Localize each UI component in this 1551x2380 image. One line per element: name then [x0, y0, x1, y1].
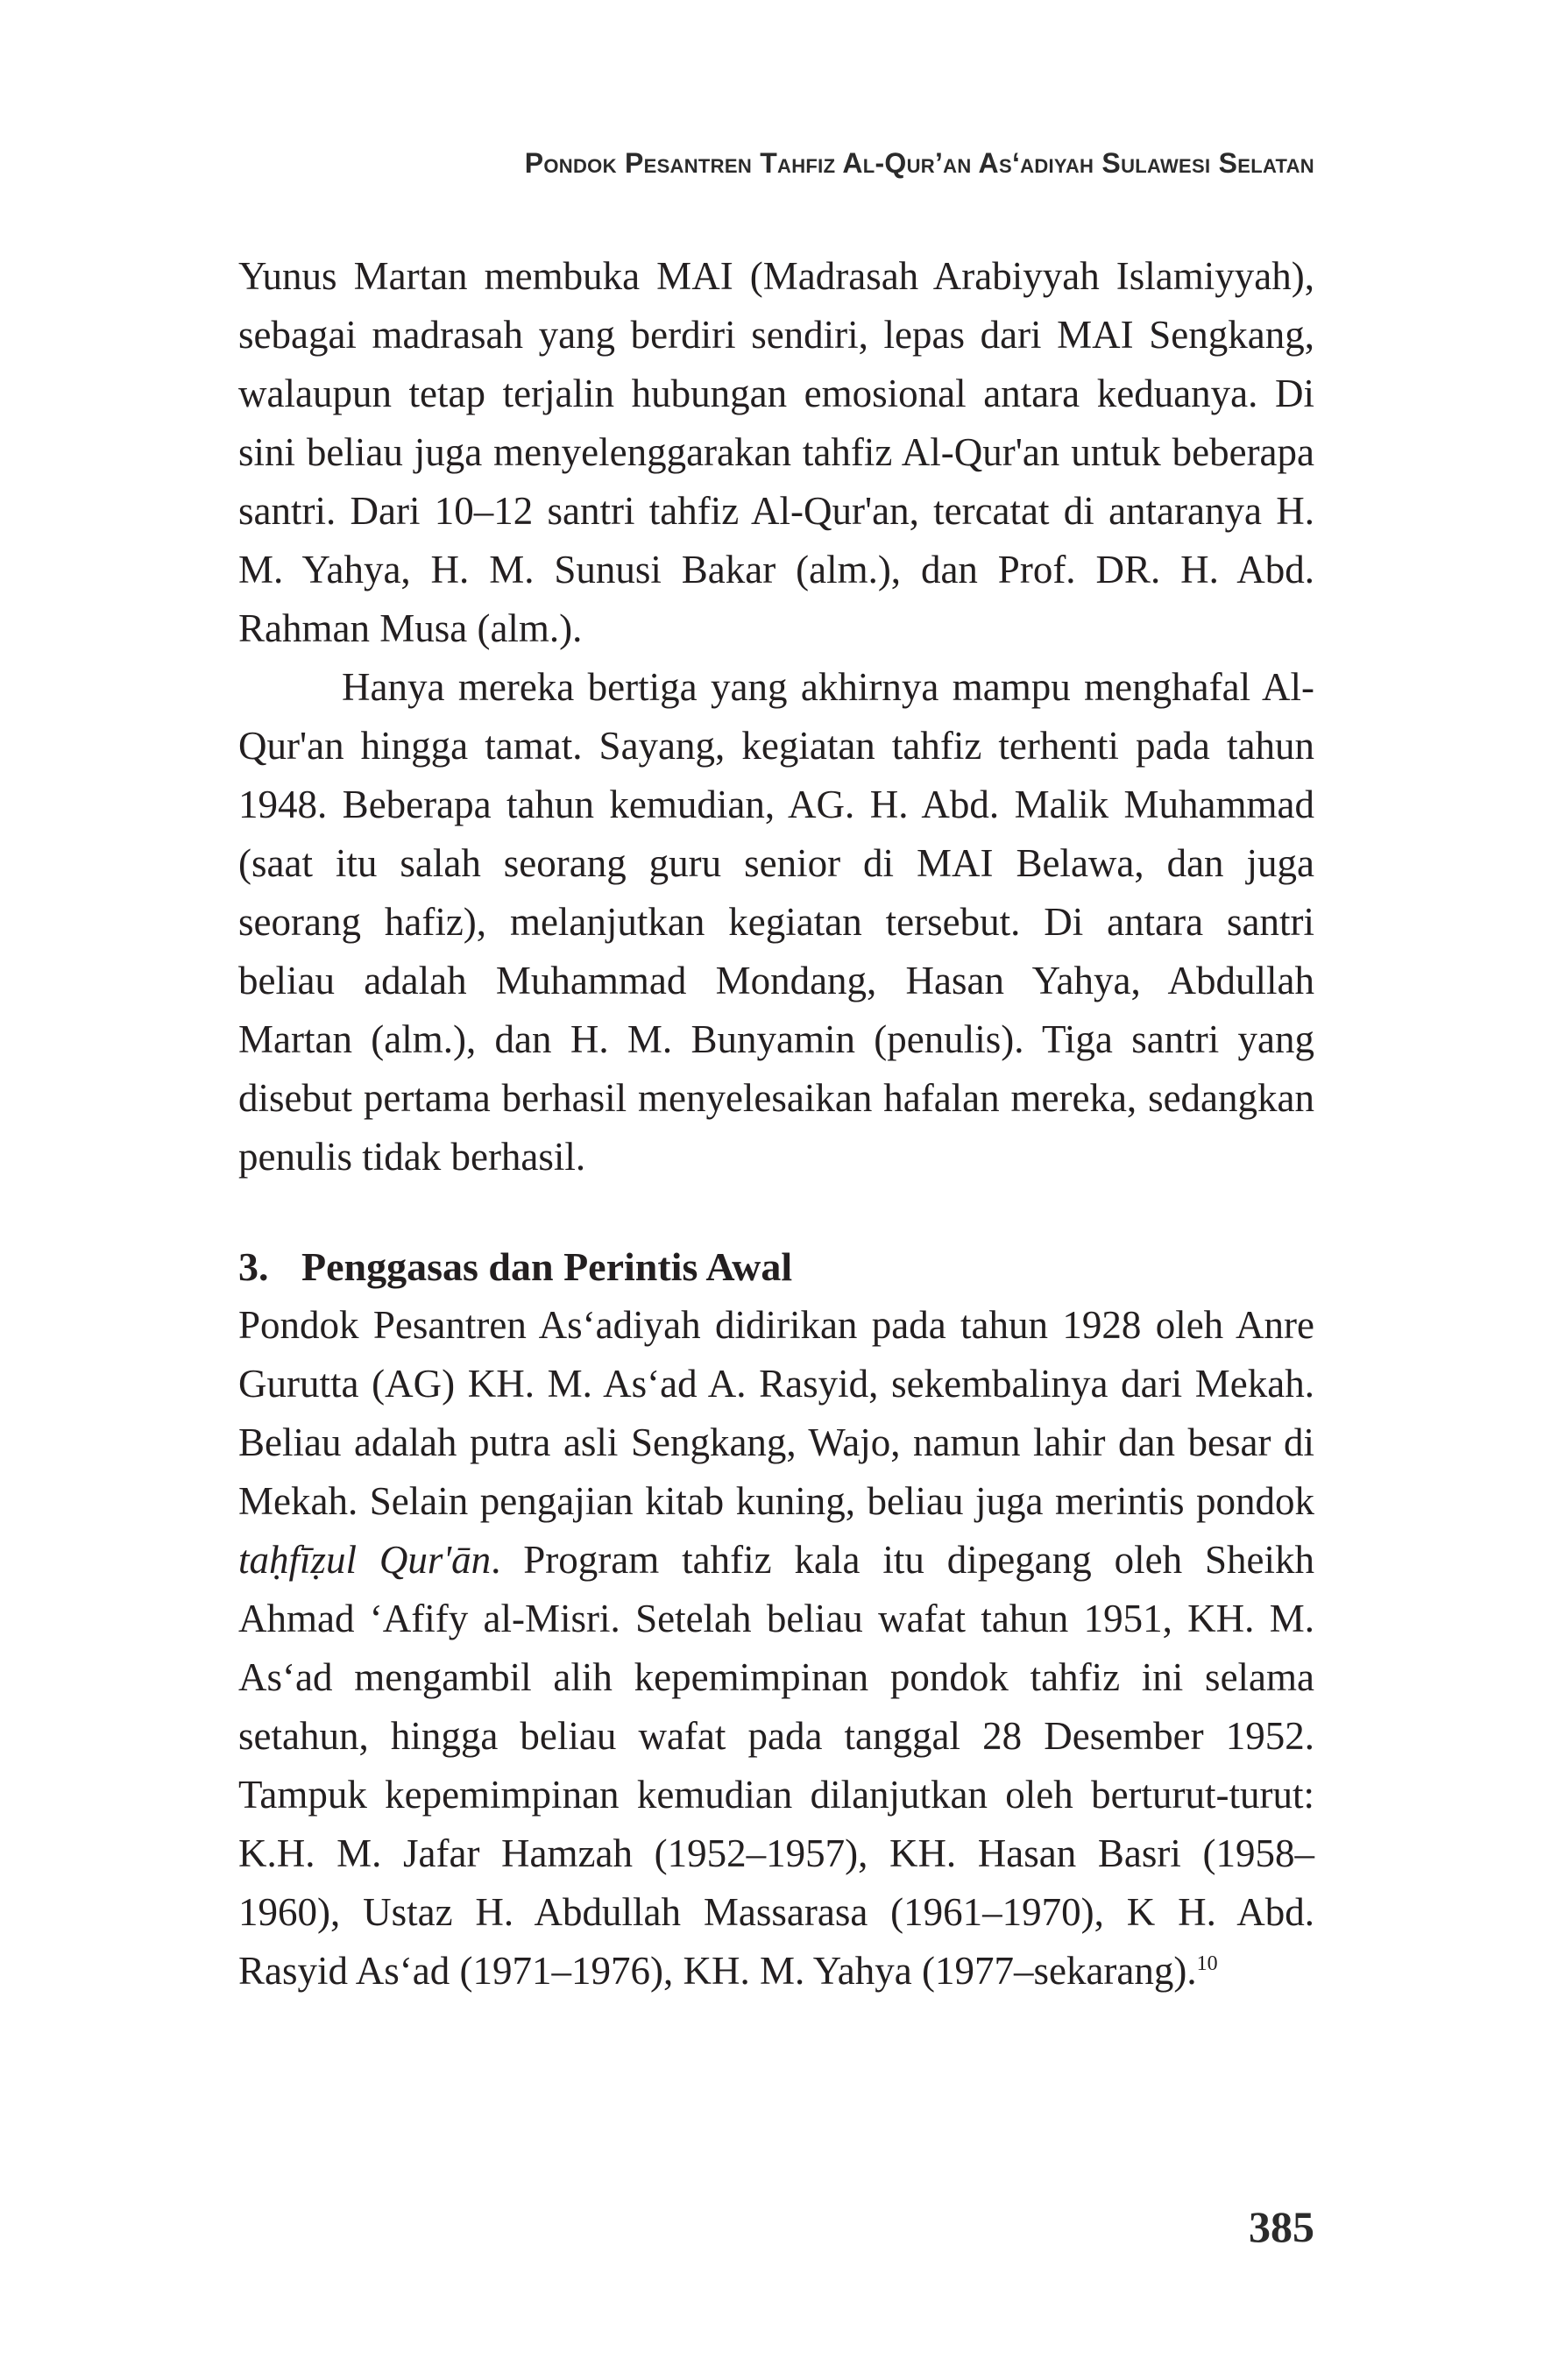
body-paragraph-2: Hanya mereka bertiga yang akhirnya mampu menghafal Al-Qur'an hingga tamat. Sayang, kegiatan tahfiz terhenti pada tahun 1948. Beberapa tahun kemudian, AG. H. Abd. Malik Muhammad (saat itu salah seorang guru senior di MAI Belawa, dan juga seorang hafiz), melanjutkan kegiatan tersebut. Di antara santri beliau adalah Muhammad Mondang, Hasan Yahya, Abdullah Martan (alm.), dan H. M. Bunyamin (penulis). Tiga santri yang disebut pertama berhasil menyelesaikan hafalan mereka, sedangkan penulis tidak berhasil. [238, 665, 1314, 1179]
footnote-reference[interactable]: 10 [1196, 1952, 1218, 1975]
paragraph-3-text-end: . Program tahfiz kala itu dipegang oleh Sheikh Ahmad ‘Afify al-Misri. Setelah beliau wafat tahun 1951, KH. M. As‘ad mengambil alih kepemimpinan pondok tahfiz ini selama setahun, hingga beliau wafat pada tanggal 28 Desember 1952. Tampuk kepemimpinan kemudian dilanjutkan oleh berturut-turut: K.H. M. Jafar Hamzah (1952–1957), KH. Hasan Basri (1958–1960), Ustaz H. Abdullah Massarasa (1961–1970), K H. Abd. Rasyid As‘ad (1971–1976), KH. M. Yahya (1977–sekarang). [238, 1538, 1315, 1993]
page-number: 385 [1249, 2202, 1314, 2251]
section-title: Penggasas dan Perintis Awal [301, 1244, 793, 1289]
body-paragraph-3 [238, 1296, 1314, 2001]
running-header: Pondok Pesantren Tahfiz Al-Qur’an As‘adiyah Sulawesi Selatan [524, 147, 1314, 179]
paragraph-3-italic-term: taḥfīẓul Qur'ān [238, 1538, 492, 1582]
paragraph-3-text-start: Pondok Pesantren As‘adiyah didirikan pada tahun 1928 oleh Anre Gurutta (AG) KH. M. As‘ad A. Rasyid, sekembalinya dari Mekah. Beliau adalah putra asli Sengkang, Wajo, namun lahir dan besar di Mekah. Selain pengajian kitab kuning, beliau juga merintis pondok [238, 1303, 1314, 1523]
body-paragraph-1: Yunus Martan membuka MAI (Madrasah Arabiyyah Islamiyyah), sebagai madrasah yang berdiri sendiri, lepas dari MAI Sengkang, walaupun tetap terjalin hubungan emosional antara keduanya. Di sini beliau juga menyelenggarakan tahfiz Al-Qur'an untuk beberapa santri. Dari 10–12 santri tahfiz Al-Qur'an, tercatat di antaranya H. M. Yahya, H. M. Sunusi Bakar (alm.), dan Prof. DR. H. Abd. Rahman Musa (alm.). [238, 254, 1314, 650]
page-body [238, 247, 1314, 2001]
section-heading [238, 1237, 1314, 1296]
section-number: 3. [238, 1244, 269, 1289]
